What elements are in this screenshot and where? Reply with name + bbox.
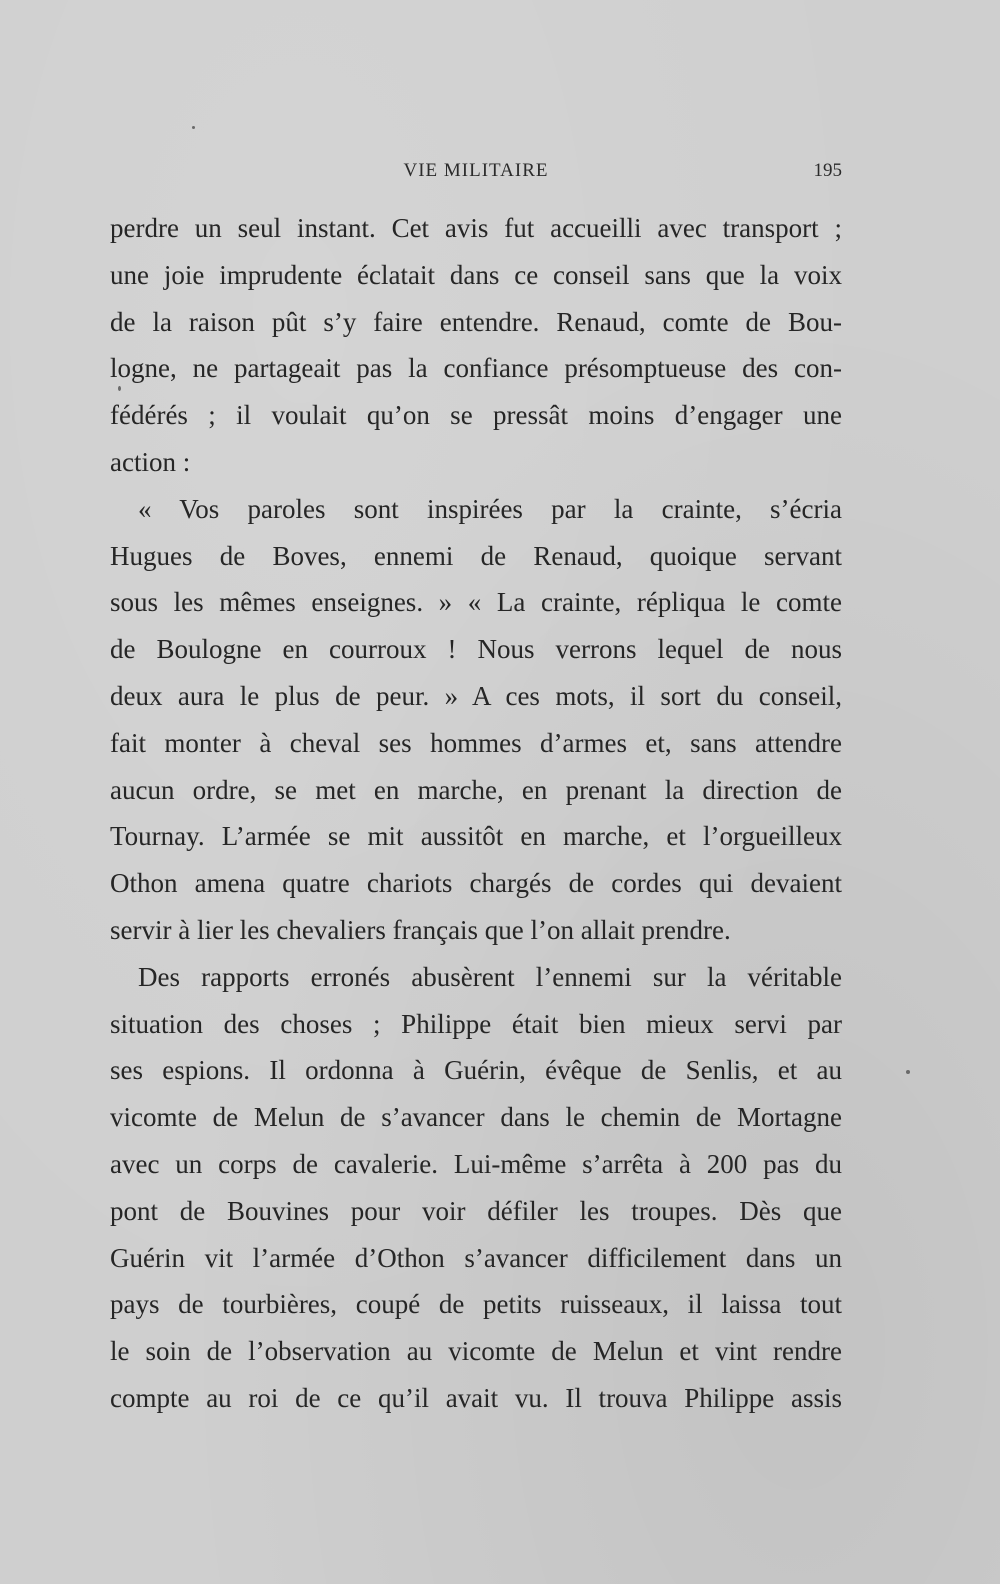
paper-speck — [192, 126, 195, 129]
text-line: logne, ne partageait pas la confiance présomptueuse des con- — [110, 353, 842, 384]
text-line: une joie imprudente éclatait dans ce conseil sans que la voix — [110, 259, 842, 290]
text-line: fédérés ; il voulait qu’on se pressât moins d’engager une — [110, 400, 842, 431]
body-text — [110, 205, 842, 1422]
text-line: deux aura le plus de peur. » A ces mots, il sort du conseil, — [110, 680, 842, 711]
text-line: Tournay. L’armée se mit aussitôt en marche, et l’orgueilleux — [110, 821, 842, 852]
text-line: action : — [110, 446, 191, 477]
text-line: ses espions. Il ordonna à Guérin, évêque de Senlis, et au — [110, 1055, 842, 1086]
text-line: « Vos paroles sont inspirées par la crainte, s’écria — [138, 493, 842, 524]
text-line: de la raison pût s’y faire entendre. Renaud, comte de Bou- — [110, 306, 842, 337]
text-line: servir à lier les chevaliers français que l’on allait prendre. — [110, 914, 731, 945]
text-line: aucun ordre, se met en marche, en prenant la direction de — [110, 774, 842, 805]
text-line: situation des choses ; Philippe était bien mieux servi par — [110, 1008, 842, 1039]
text-line: pont de Bouvines pour voir défiler les troupes. Dès que — [110, 1195, 842, 1226]
text-line: Hugues de Boves, ennemi de Renaud, quoique servant — [110, 540, 842, 571]
text-line: pays de tourbières, coupé de petits ruisseaux, il laissa tout — [110, 1289, 842, 1320]
running-head — [110, 160, 842, 190]
text-line: le soin de l’observation au vicomte de Melun et vint rendre — [110, 1336, 842, 1367]
text-line: sous les mêmes enseignes. » « La crainte, répliqua le comte — [110, 587, 842, 618]
paper-speck — [118, 386, 121, 391]
text-line: perdre un seul instant. Cet avis fut accueilli avec transport ; — [110, 213, 842, 243]
text-line: de Boulogne en courroux ! Nous verrons lequel de nous — [110, 634, 842, 665]
running-title: VIE MILITAIRE — [403, 160, 549, 181]
text-line: fait monter à cheval ses hommes d’armes et, sans attendre — [110, 727, 842, 758]
text-line: Othon amena quatre chariots chargés de cordes qui devaient — [110, 868, 842, 899]
text-line: compte au roi de ce qu’il avait vu. Il trouva Philippe assis — [110, 1382, 842, 1413]
paper-speck — [906, 1070, 910, 1074]
text-line: Guérin vit l’armée d’Othon s’avancer difficilement dans un — [110, 1242, 842, 1273]
text-line: avec un corps de cavalerie. Lui-même s’arrêta à 200 pas du — [110, 1148, 842, 1179]
page-number: 195 — [813, 160, 842, 181]
text-line: vicomte de Melun de s’avancer dans le chemin de Mortagne — [110, 1102, 842, 1133]
text-line: Des rapports erronés abusèrent l’ennemi sur la véritable — [138, 961, 842, 992]
